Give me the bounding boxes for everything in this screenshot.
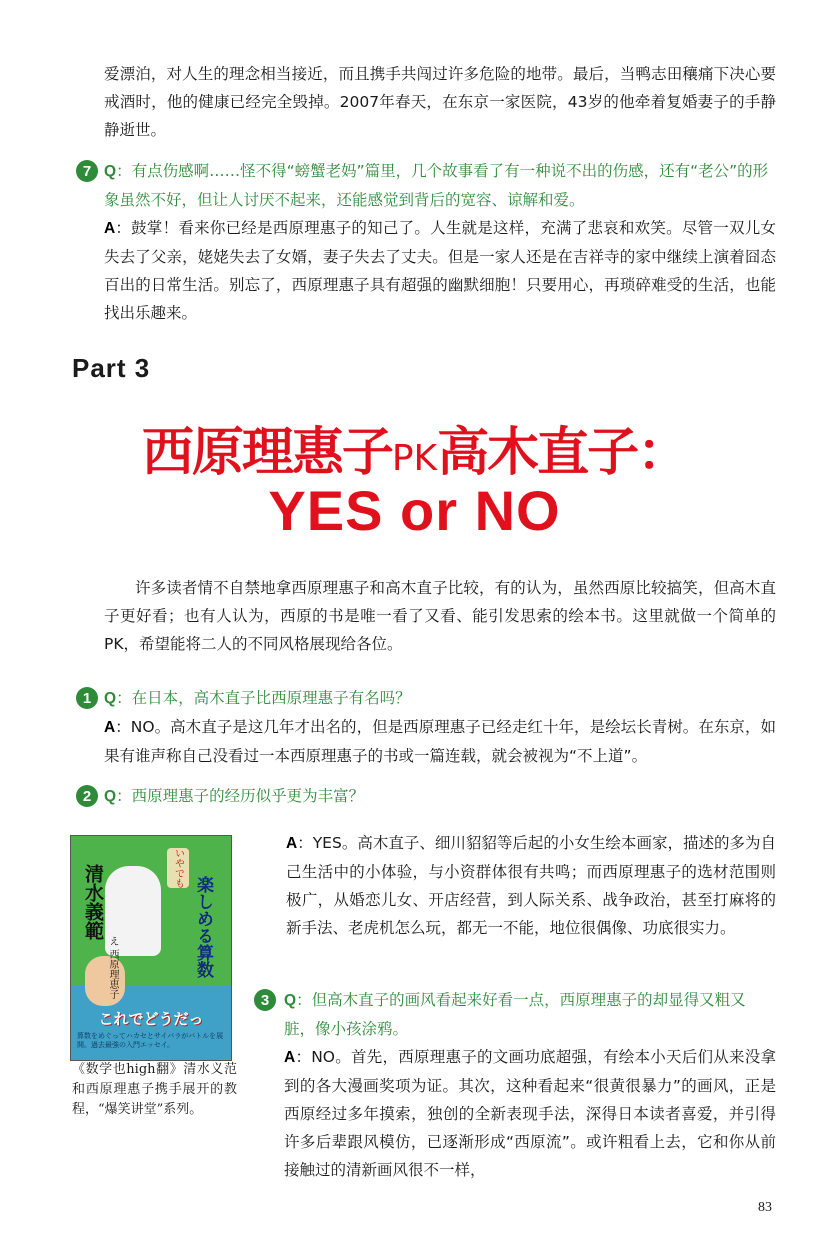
a-label: A bbox=[104, 220, 116, 237]
cover-fine-print: 算数をめぐってハカセとサイバラがバトルを展開。過去最強の入門エッセイ。 bbox=[77, 1032, 224, 1049]
question-text: ：但高木直子的画风看起来好看一点，西原理惠子的却显得又粗又脏，像小孩涂鸦。 bbox=[284, 991, 746, 1038]
cover-series-label: いやでも bbox=[167, 848, 189, 888]
qa-7 bbox=[76, 157, 776, 327]
question-text: ：有点伤感啊……怪不得“螃蟹老妈”篇里，几个故事看了有一种说不出的伤感，还有“老公”的形象虽然不好，但让人讨厌不起来，还能感觉到背后的宽容、谅解和爱。 bbox=[104, 162, 769, 209]
question-2 bbox=[104, 782, 776, 811]
number-badge-1: 1 bbox=[76, 687, 98, 709]
qa-1 bbox=[76, 684, 776, 770]
answer-3 bbox=[284, 1043, 776, 1184]
book-cover-image bbox=[70, 835, 232, 1061]
qa-3 bbox=[254, 986, 776, 1184]
number-badge-7: 7 bbox=[76, 160, 98, 182]
headline-left: 西原理惠子 bbox=[141, 423, 392, 483]
qa-2-question bbox=[76, 782, 776, 811]
q-label: Q bbox=[284, 992, 297, 1009]
top-paragraph: 爱漂泊，对人生的理念相当接近，而且携手共闯过许多危险的地带。最后，当鸭志田穰痛下决心要戒酒时，他的健康已经完全毁掉。2007年春天，在东京一家医院，43岁的他牵着复婚妻子的手静静逝世。 bbox=[104, 65, 776, 139]
headline-pk: PK bbox=[391, 438, 438, 479]
answer-7 bbox=[104, 214, 776, 327]
question-7 bbox=[104, 157, 776, 214]
cover-illustrator: え 西原理恵子 bbox=[107, 936, 118, 1000]
number-badge-3: 3 bbox=[254, 989, 276, 1011]
question-3 bbox=[284, 986, 776, 1043]
cover-main-title: 楽しめる算数 bbox=[193, 876, 213, 978]
question-1 bbox=[104, 684, 776, 713]
headline-line-1 bbox=[0, 410, 829, 485]
headline-right: 高木直子： bbox=[437, 423, 688, 483]
answer-text: ：NO。高木直子是这几年才出名的，但是西原理惠子已经走红十年，是绘坛长青树。在东京，如果有谁声称自己没看过一本西原理惠子的书或一篇连载，就会被视为“不上道”。 bbox=[104, 718, 776, 765]
a-label: A bbox=[286, 835, 298, 852]
q-label: Q bbox=[104, 163, 117, 180]
cover-band-text: これでどうだっ bbox=[98, 1010, 204, 1028]
answer-text: ：鼓掌！看来你已经是西原理惠子的知己了。人生就是这样，充满了悲哀和欢笑。尽管一双儿女失去了父亲，姥姥失去了女婿，妻子失去了丈夫。但是一家人还是在吉祥寺的家中继续上演着囧态百出的日常生活。别忘了，西原理惠子具有超强的幽默细胞！只要用心，再琐碎难受的生活，也能找出乐趣来。 bbox=[104, 219, 776, 322]
number-badge-2: 2 bbox=[76, 785, 98, 807]
a-label: A bbox=[284, 1049, 296, 1066]
a-label: A bbox=[104, 719, 116, 736]
headline-line-2: YES or NO bbox=[268, 479, 561, 542]
question-text: ：西原理惠子的经历似乎更为丰富？ bbox=[116, 787, 365, 805]
intro-paragraph: 许多读者情不自禁地拿西原理惠子和高木直子比较，有的认为，虽然西原比较搞笑，但高木直子更好看；也有人认为，西原的书是唯一看了又看、能引发思索的绘本书。这里就做一个简单的PK，希望能将二人的不同风格展现给各位。 bbox=[104, 579, 776, 653]
answer-1 bbox=[104, 713, 776, 770]
page-number: 83 bbox=[758, 1200, 772, 1215]
q-label: Q bbox=[104, 788, 117, 805]
answer-2 bbox=[286, 829, 776, 942]
question-text: ：在日本，高木直子比西原理惠子有名吗？ bbox=[116, 689, 411, 707]
part-label: Part 3 bbox=[72, 353, 151, 383]
cover-author: 清水義範 bbox=[82, 864, 104, 940]
q-label: Q bbox=[104, 690, 117, 707]
answer-text: ：NO。首先，西原理惠子的文画功底超强，有绘本小天后们从来没拿到的各大漫画奖项为证。其次，这种看起来“很黄很暴力”的画风，正是西原经过多年摸索，独创的全新表现手法，深得日本读者喜爱，并引得许多后辈跟风模仿，已逐渐形成“西原流”。或许粗看上去，它和你从前接触过的清新画风很不一样， bbox=[284, 1048, 776, 1179]
answer-text: ：YES。高木直子、细川貂貂等后起的小女生绘本画家，描述的多为自己生活中的小体验，与小资群体很有共鸣；而西原理惠子的选材范围则极广，从婚恋儿女、开店经营，到人际关系、战争政治，甚至打麻将的新手法、老虎机怎么玩，都无一不能，地位很偶像、功底很实力。 bbox=[286, 834, 776, 937]
image-caption: 《数学也high翻》清水义范和西原理惠子携手展开的教程，“爆笑讲堂”系列。 bbox=[72, 1062, 237, 1117]
